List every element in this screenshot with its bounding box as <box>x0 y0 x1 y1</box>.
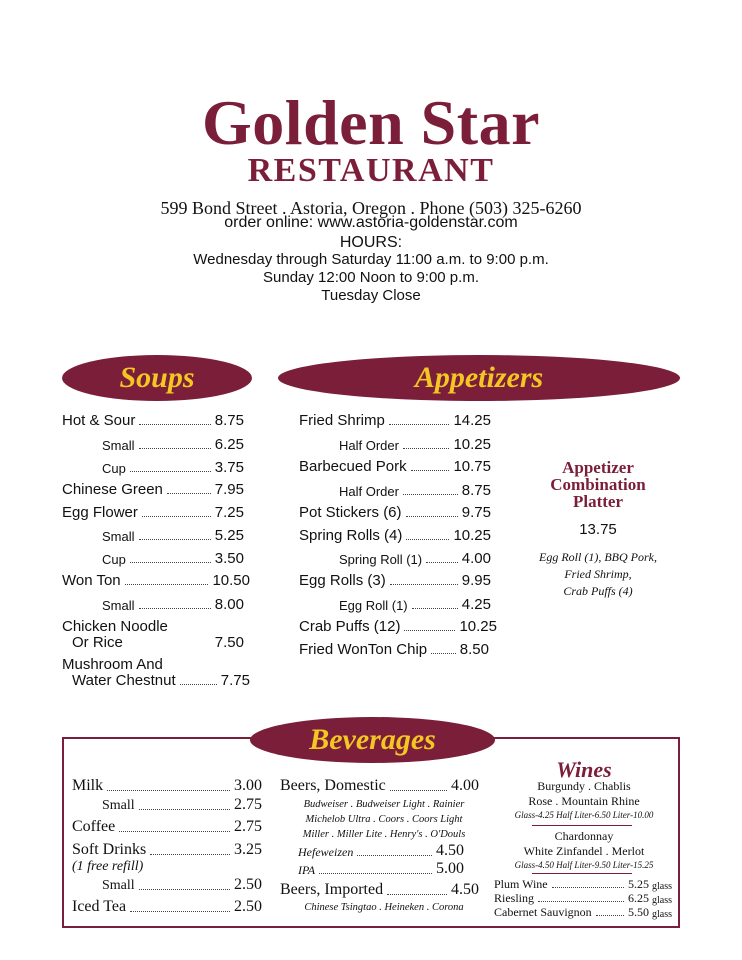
soup-item: Or Rice 7.50 <box>72 634 244 651</box>
wine-line: Burgundy . Chablis <box>537 779 631 793</box>
beverages-heading: Beverages <box>309 723 436 756</box>
wine-item: Plum Wine 5.25 glass <box>494 877 672 892</box>
soup-item-name: Mushroom And <box>62 656 163 673</box>
soup-item: Water Chestnut 7.75 <box>72 672 250 689</box>
platter-title-line: Appetizer <box>562 458 634 477</box>
appetizers-heading: Appetizers <box>414 361 544 394</box>
appetizer-item: Pot Stickers (6) 9.75 <box>299 504 491 521</box>
platter-desc-line: Crab Puffs (4) <box>563 584 633 598</box>
wine-prices-1: Glass-4.25 Half Liter-6.50 Liter-10.00 <box>514 810 654 820</box>
appetizers-banner <box>278 355 680 401</box>
platter-title <box>508 459 688 510</box>
soup-item-name: Chicken Noodle <box>62 618 168 635</box>
wine-item: Cabernet Sauvignon 5.50 glass <box>494 905 672 920</box>
appetizer-item: Fried WonTon Chip 8.50 <box>299 641 489 658</box>
domestic-beer-list <box>280 797 488 842</box>
soup-item: Small 5.25 <box>102 527 244 544</box>
appetizer-item: Spring Rolls (4) 10.25 <box>299 527 491 544</box>
beers-imported: Beers, Imported 4.50 <box>280 881 479 898</box>
beers-domestic: Beers, Domestic 4.00 <box>280 777 479 794</box>
hefeweizen-row: Hefeweizen 4.50 <box>298 842 464 859</box>
soups-heading: Soups <box>119 361 195 394</box>
wine-line: White Zinfandel . Merlot <box>523 844 645 858</box>
address: 599 Bond Street . Astoria, Oregon . Phone (503) 325-6260 <box>160 198 582 218</box>
hours-line-3: Tuesday Close <box>321 287 421 304</box>
soup-item: Cup 3.75 <box>102 459 244 476</box>
wine-divider <box>532 873 632 874</box>
appetizer-item: Egg Roll (1) 4.25 <box>339 596 491 613</box>
soups-banner <box>62 355 252 401</box>
hours-line-1: Wednesday through Saturday 11:00 a.m. to 9:00 p.m. <box>193 251 549 268</box>
restaurant-name: Golden Star <box>202 87 540 158</box>
beverage-item: Small 2.75 <box>102 796 262 813</box>
appetizer-item: Barbecued Pork 10.75 <box>299 458 491 475</box>
platter-desc-line: Egg Roll (1), BBQ Pork, <box>539 550 657 564</box>
wine-prices-2: Glass-4.50 Half Liter-9.50 Liter-15.25 <box>514 860 654 870</box>
wine-group-2 <box>494 829 674 859</box>
soup-item: Won Ton 10.50 <box>62 572 250 589</box>
domestic-beer-line: Michelob Ultra . Coors . Coors Light <box>305 814 463 825</box>
platter-title-line: Platter <box>572 492 624 511</box>
soup-item: Cup 3.50 <box>102 550 244 567</box>
appetizer-item: Fried Shrimp 14.25 <box>299 412 491 429</box>
soup-item: Small 6.25 <box>102 436 244 453</box>
appetizer-item: Crab Puffs (12) 10.25 <box>299 618 497 635</box>
wine-line: Rose . Mountain Rhine <box>528 794 640 808</box>
beverage-item: Small 2.50 <box>102 876 262 893</box>
soup-item: Chinese Green 7.95 <box>62 481 244 498</box>
restaurant-subtitle: RESTAURANT <box>247 152 495 189</box>
ipa-row: IPA 5.00 <box>298 860 464 877</box>
soup-item: Small 8.00 <box>102 596 244 613</box>
beverage-item: Iced Tea 2.50 <box>72 898 262 915</box>
order-online: order online: www.astoria-goldenstar.com <box>224 214 518 231</box>
wines-heading: Wines <box>556 757 612 782</box>
platter-desc-line: Fried Shrimp, <box>564 567 632 581</box>
beverage-item: Coffee 2.75 <box>72 818 262 835</box>
beverage-item: Milk 3.00 <box>72 777 262 794</box>
appetizer-item: Spring Roll (1) 4.00 <box>339 550 491 567</box>
wine-divider <box>532 825 632 826</box>
soup-item: Hot & Sour 8.75 <box>62 412 244 429</box>
hours-line-2: Sunday 12:00 Noon to 9:00 p.m. <box>263 269 479 286</box>
imported-beer-list: Chinese Tsingtao . Heineken . Corona <box>304 902 464 913</box>
appetizer-item: Half Order 10.25 <box>339 436 491 453</box>
platter-price: 13.75 <box>579 521 617 538</box>
beverage-item: Soft Drinks 3.25 <box>72 841 262 858</box>
appetizer-item: Egg Rolls (3) 9.95 <box>299 572 491 589</box>
platter-title-line: Combination <box>550 475 646 494</box>
domestic-beer-line: Miller . Miller Lite . Henry's . O'Douls <box>302 829 466 840</box>
domestic-beer-line: Budweiser . Budweiser Light . Rainier <box>303 799 465 810</box>
soup-item: Egg Flower 7.25 <box>62 504 244 521</box>
beverages-banner <box>250 717 495 763</box>
wine-item: Riesling 6.25 glass <box>494 891 672 906</box>
platter-description <box>508 549 688 600</box>
appetizer-item: Half Order 8.75 <box>339 482 491 499</box>
hours-label: HOURS: <box>339 234 403 251</box>
wine-group-1 <box>494 779 674 809</box>
refill-note: (1 free refill) <box>72 859 144 874</box>
wine-line: Chardonnay <box>554 829 614 843</box>
